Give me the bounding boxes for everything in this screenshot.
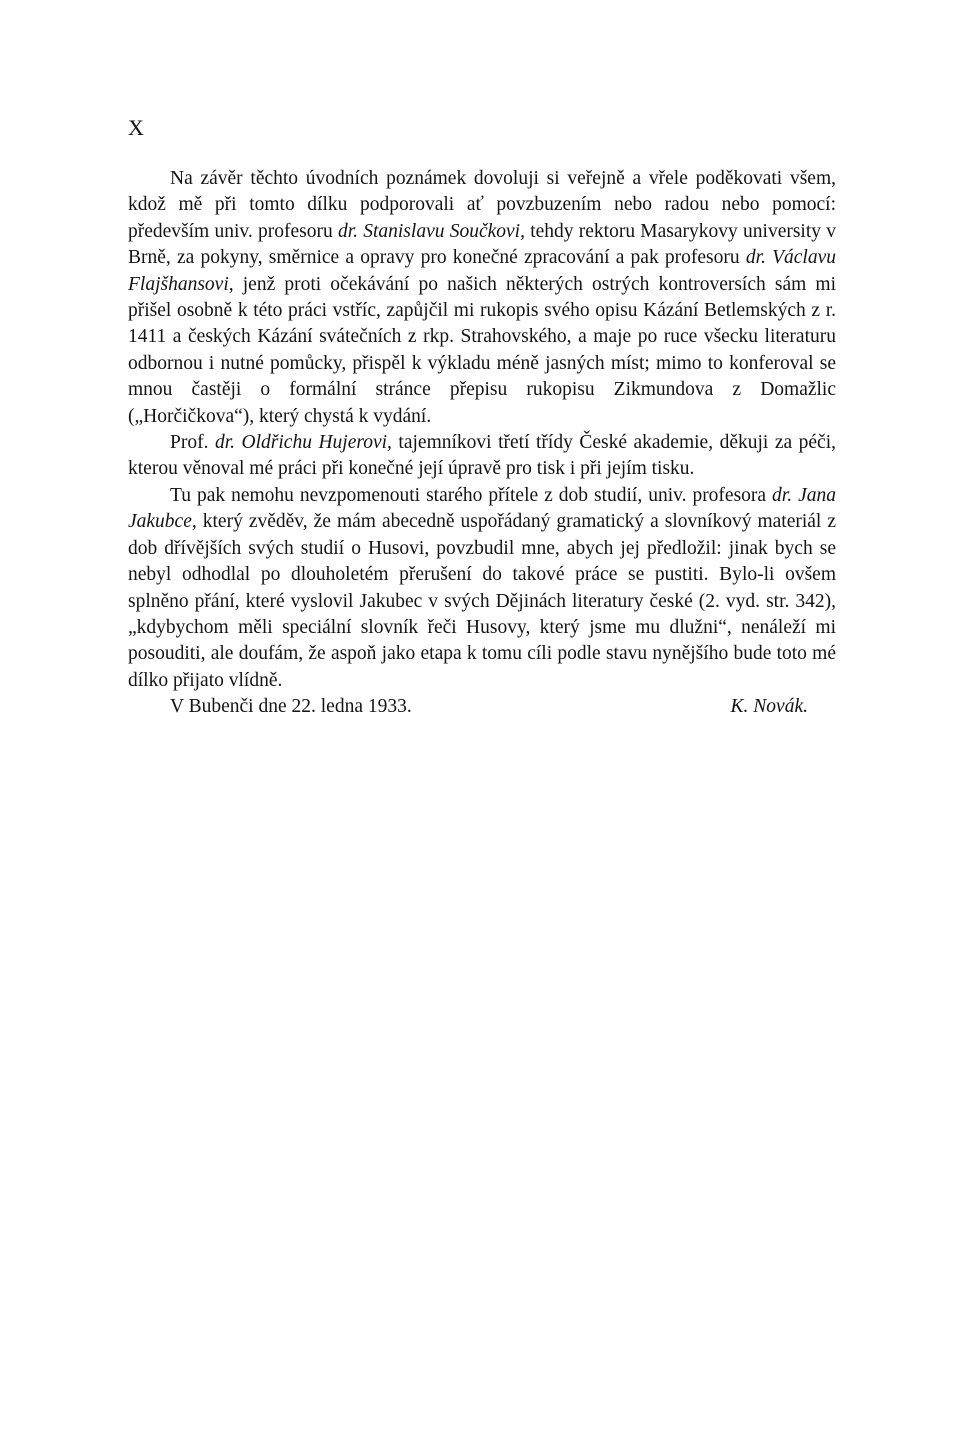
person-name: dr. Jana Jakubce, — [128, 484, 836, 533]
place-date: V Bubenči dne 22. ledna 1933. — [170, 696, 412, 718]
text-segment: který zvěděv, že mám abecedně uspořádaný gramatický a slovníkový materiál z dob dřívějších svých studií o Husovi, povzbudil mne, abych jej předložil: jinak bych se nebyl odhodlal po dlouholetém přerušení do takové práce se pustiti. Bylo-li ovšem splněno přání, které vyslovil Jakubec v svých Dějinách literatury české (2. vyd. str. 342), „kdybychom měli speciální slovník řeči Husovy, který jsme mu dlužni“, nenáleží mi posouditi, ale doufám, že aspoň jako etapa k tomu cíli podle stavu nynějšího bude toto mé dílko přijato vlídně. — [128, 511, 836, 691]
text-segment: Prof. — [170, 432, 215, 454]
closing-line — [128, 694, 836, 720]
text-segment: tajemníkovi třetí třídy České akademie, děkuji za péči, kterou věnoval mé práci při konečné její úpravě pro tisk i při jejím tisku. — [128, 432, 836, 480]
author-signature: K. Novák. — [730, 696, 808, 718]
person-name: dr. Stanislavu Součkovi, — [337, 220, 525, 242]
paragraph-acknowledgement-2 — [128, 430, 836, 483]
person-name: dr. Václavu Flajšhansovi, — [128, 247, 836, 295]
text-segment: Tu pak nemohu nevzpomenouti starého přítele z dob studií, univ. profesora — [170, 484, 773, 506]
paragraph-acknowledgement-3 — [128, 483, 836, 694]
text-segment: jenž proti očekávání po našich některých ostrých kontroversích sám mi přišel osobně k této práci vstříc, zapůjčil mi rukopis svého opisu Kázání Betlemských z r. 1411 a českých Kázání svátečních z rkp. Strahovského, a maje po ruce všecku literaturu odbornou i nutné pomůcky, přispěl k výkladu méně jasných míst; mimo to konferoval se mnou častěji o formální stránce přepisu rukopisu Zikmundova z Domažlic („Horčičkova“), který chystá k vydání. — [128, 273, 836, 427]
text-segment: Na závěr těchto úvodních poznámek dovoluji si veřejně a vřele poděkovati všem, kdož mě při tomto dílku podporovali ať povzbuzením nebo radou nebo pomocí: především univ. profesoru — [128, 168, 836, 242]
preface-text — [128, 166, 836, 721]
paragraph-acknowledgement-1 — [128, 166, 836, 430]
page-number: X — [128, 115, 144, 140]
person-name: dr. Oldřichu Hujerovi, — [214, 432, 392, 454]
text-segment: tehdy rektoru Masarykovy university v Brně, za pokyny, směrnice a opravy pro konečné zpracování a pak profesoru — [128, 220, 836, 269]
